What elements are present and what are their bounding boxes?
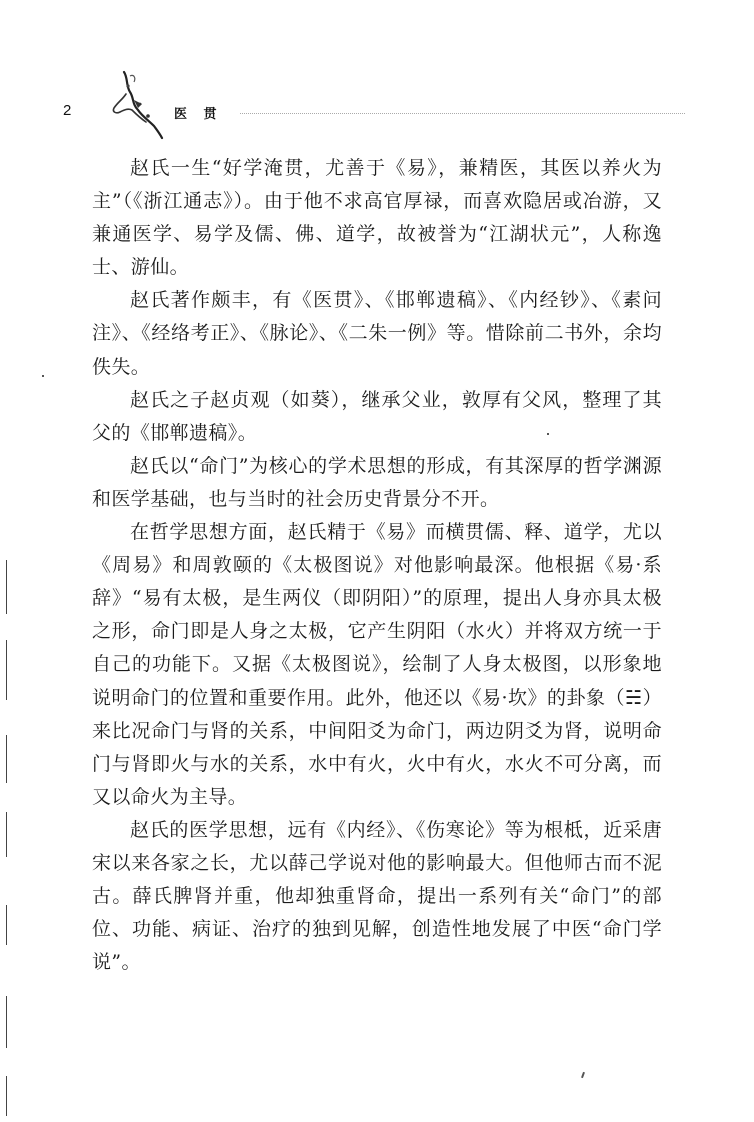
scan-margin-line [6, 560, 7, 614]
running-title: 医 贯 [174, 107, 223, 122]
paragraph: 赵氏以“命门”为核心的学术思想的形成，有其深厚的哲学渊源和医学基础，也与当时的社会历史背景分不开。 [92, 454, 662, 510]
scan-margin-line [6, 1076, 7, 1116]
paragraph: 赵氏著作颇丰，有《医贯》、《邯郸遗稿》、《内经钞》、《素问注》、《经络考正》、《脉论》、《二朱一例》等。惜除前二书外，余均佚失。 [92, 289, 662, 378]
scan-margin-line [6, 640, 7, 700]
scan-speck [42, 375, 44, 377]
scan-margin-line [6, 812, 7, 857]
page-number: 2 [63, 102, 72, 119]
paragraph: 赵氏的医学思想，远有《内经》、《伤寒论》等为根柢，近采唐宋以来各家之长，尤以薛己学说对他的影响最大。但他师古而不泥古。薛氏脾肾并重，他却独重肾命，提出一系列有关“命门”的部位、功能、病证、治疗的独到见解，创造性地发展了中医“命门学说”。 [92, 818, 662, 974]
paragraph: 赵氏一生“好学淹贯，尤善于《易》，兼精医，其医以养火为主”（《浙江通志》）。由于他不求高官厚禄，而喜欢隐居或冶游，又兼通医学、易学及儒、佛、道学，故被誉为“江湖状元”，人称逸士、游仙。 [92, 157, 662, 279]
scan-speck [547, 433, 549, 435]
scan-margin-line [6, 905, 7, 945]
header-rule [240, 113, 685, 114]
body-text [92, 152, 662, 979]
scan-speck [581, 1072, 585, 1078]
paragraph: 赵氏之子赵贞观（如葵），继承父业，敦厚有父风，整理了其父的《邯郸遗稿》。 [92, 388, 662, 444]
scan-margin-line [6, 735, 7, 783]
scan-margin-line [6, 996, 7, 1048]
paragraph: 在哲学思想方面，赵氏精于《易》而横贯儒、释、道学，尤以《周易》和周敦颐的《太极图说》对他影响最深。他根据《易·系辞》“易有太极，是生两仪（即阴阳）”的原理，提出人身亦具太极之形，命门即是人身之太极，它产生阴阳（水火）并将双方统一于自己的功能下。又据《太极图说》，绘制了人身太极图，以形象地说明命门的位置和重要作用。此外，他还以《易·坎》的卦象（☵）来比况命门与肾的关系，中间阳爻为命门，两边阴爻为肾，说明命门与肾即火与水的关系，水中有火，火中有火，水火不可分离，而又以命火为主导。 [92, 521, 662, 808]
ink-brush-figure-icon [104, 64, 166, 140]
